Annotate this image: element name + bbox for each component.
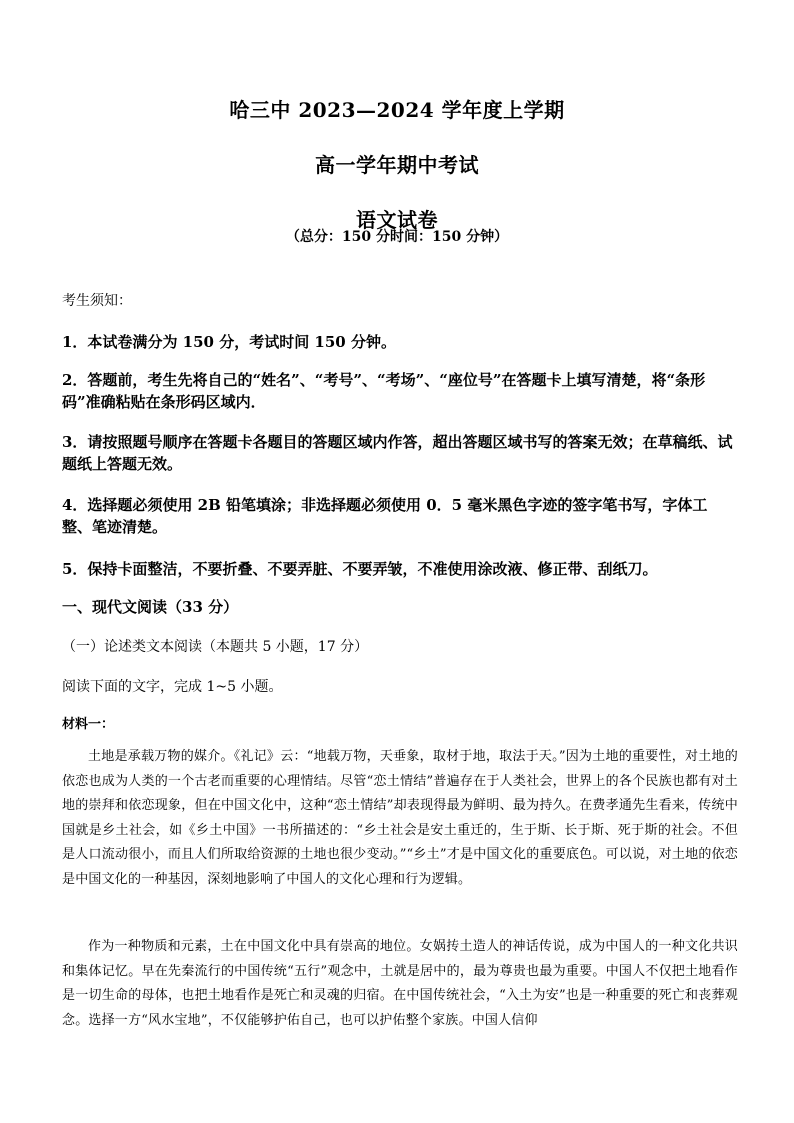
material-label: 材料一：: [62, 717, 115, 732]
reading-instruction: 阅读下面的文字，完成 1~5 小题。: [62, 679, 283, 695]
material-paragraph: 土地是承载万物的媒介。《礼记》云：“地载万物，天垂象，取材于地，取法于天。”因为土地的重要性，对土地的依恋也成为人类的一个古老而重要的心理情结。尽管“恋土情结”普遍存在于人类社会，世界上的各个民族也都有对土地的崇拜和依恋现象，但在中国文化中，这种“恋土情结”却表现得最为鲜明、最为持久。在费孝通先生看来，传统中国就是乡土社会，如《乡土中国》一书所描述的：“乡土社会是安土重迁的，生于斯、长于斯、死于斯的社会。不但是人口流动很小，而且人们所取给资源的土地也很少变动。”“乡土”才是中国文化的重要底色。可以说，对土地的依恋是中国文化的一种基因，深刻地影响了中国人的文化心理和行为逻辑。: [62, 749, 738, 887]
subsection-heading: （一）论述类文本阅读（本题共 5 小题，17 分）: [62, 639, 369, 655]
notice-heading: 考生须知：: [62, 293, 132, 309]
school-term-title: 哈三中 2023—2024 学年度上学期: [229, 98, 565, 122]
notice-rule: 2．答题前，考生先将自己的“姓名”、“考号”、“考场”、“座位号”在答题卡上填写清楚，将“条形码”准确粘贴在条形码区域内．: [62, 371, 706, 411]
section-heading: 一、现代文阅读（33 分）: [62, 598, 239, 616]
score-time-info: （总分：150 分时间：150 分钟）: [285, 229, 509, 245]
notice-rule: 1．本试卷满分为 150 分，考试时间 150 分钟。: [62, 333, 396, 351]
notice-rule: 5．保持卡面整洁，不要折叠、不要弄脏、不要弄皱，不准使用涂改液、修正带、刮纸刀。: [62, 560, 658, 578]
notice-rule: 3．请按照题号顺序在答题卡各题目的答题区域内作答，超出答题区域书写的答案无效；在草稿纸、试题纸上答题无效。: [62, 433, 733, 473]
paper-subject-title: 语文试卷: [356, 208, 438, 232]
material-paragraph: 作为一种物质和元素，土在中国文化中具有崇高的地位。女娲抟土造人的神话传说，成为中国人的一种文化共识和集体记忆。早在先秦流行的中国传统“五行”观念中，土就是居中的，最为尊贵也最为重要。中国人不仅把土地看作是一切生命的母体，也把土地看作是死亡和灵魂的归宿。在中国传统社会，“入土为安”也是一种重要的死亡和丧葬观念。选择一方“风水宝地”，不仅能够护佑自己，也可以护佑整个家族。中国人信仰: [62, 939, 738, 1028]
exam-title: 高一学年期中考试: [315, 153, 479, 177]
notice-rule: 4．选择题必须使用 2B 铅笔填涂；非选择题必须使用 0．5 毫米黑色字迹的签字笔书写，字体工整、笔迹清楚。: [62, 496, 708, 536]
